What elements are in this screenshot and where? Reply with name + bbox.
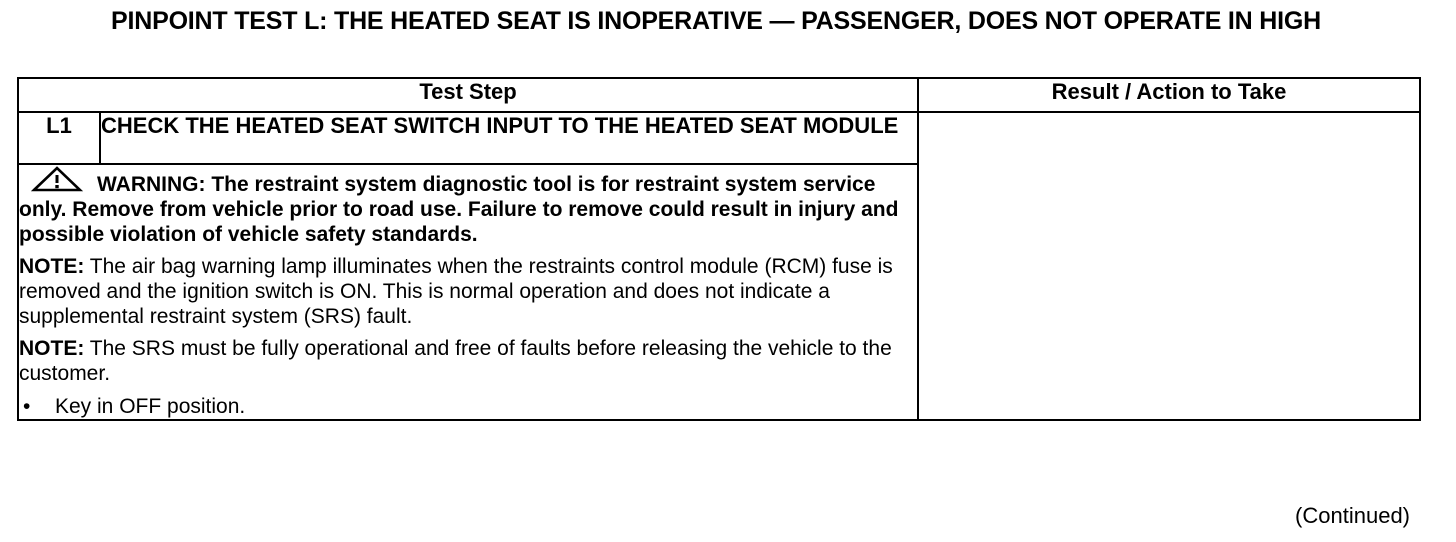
warning-paragraph bbox=[19, 165, 917, 247]
note-label: NOTE: bbox=[19, 337, 85, 360]
page-title: PINPOINT TEST L: THE HEATED SEAT IS INOPERATIVE — PASSENGER, DOES NOT OPERATE IN HIGH bbox=[111, 7, 1321, 35]
note-text: The SRS must be fully operational and free of faults before releasing the vehicle to the customer. bbox=[19, 337, 892, 385]
result-action-cell bbox=[918, 112, 1420, 420]
warning-triangle-icon bbox=[31, 165, 83, 193]
step-name: CHECK THE HEATED SEAT SWITCH INPUT TO THE HEATED SEAT MODULE bbox=[100, 112, 918, 164]
step-title-row bbox=[18, 112, 1420, 164]
note-label: NOTE: bbox=[19, 255, 85, 278]
column-header-result: Result / Action to Take bbox=[918, 78, 1420, 112]
note-paragraph bbox=[19, 336, 917, 386]
warning-text: WARNING: The restraint system diagnostic tool is for restraint system service only. Remove from vehicle prior to road use. Failure to remove could result in injury and possible violation of vehicle safety standards. bbox=[19, 173, 899, 246]
continued-label: (Continued) bbox=[1295, 503, 1410, 528]
note-paragraph bbox=[19, 254, 917, 329]
pinpoint-test-table bbox=[17, 77, 1421, 421]
step-id: L1 bbox=[18, 112, 100, 164]
bullet-dot: • bbox=[23, 395, 31, 418]
column-header-test-step: Test Step bbox=[18, 78, 918, 112]
note-text: The air bag warning lamp illuminates when the restraints control module (RCM) fuse is removed and the ignition switch is ON. This is normal operation and does not indicate a supplemental restraint system (SRS) fault. bbox=[19, 255, 893, 328]
bullet-item bbox=[19, 394, 917, 419]
bullet-text: Key in OFF position. bbox=[55, 395, 246, 418]
step-body bbox=[18, 164, 918, 420]
table-header-row bbox=[18, 78, 1420, 112]
